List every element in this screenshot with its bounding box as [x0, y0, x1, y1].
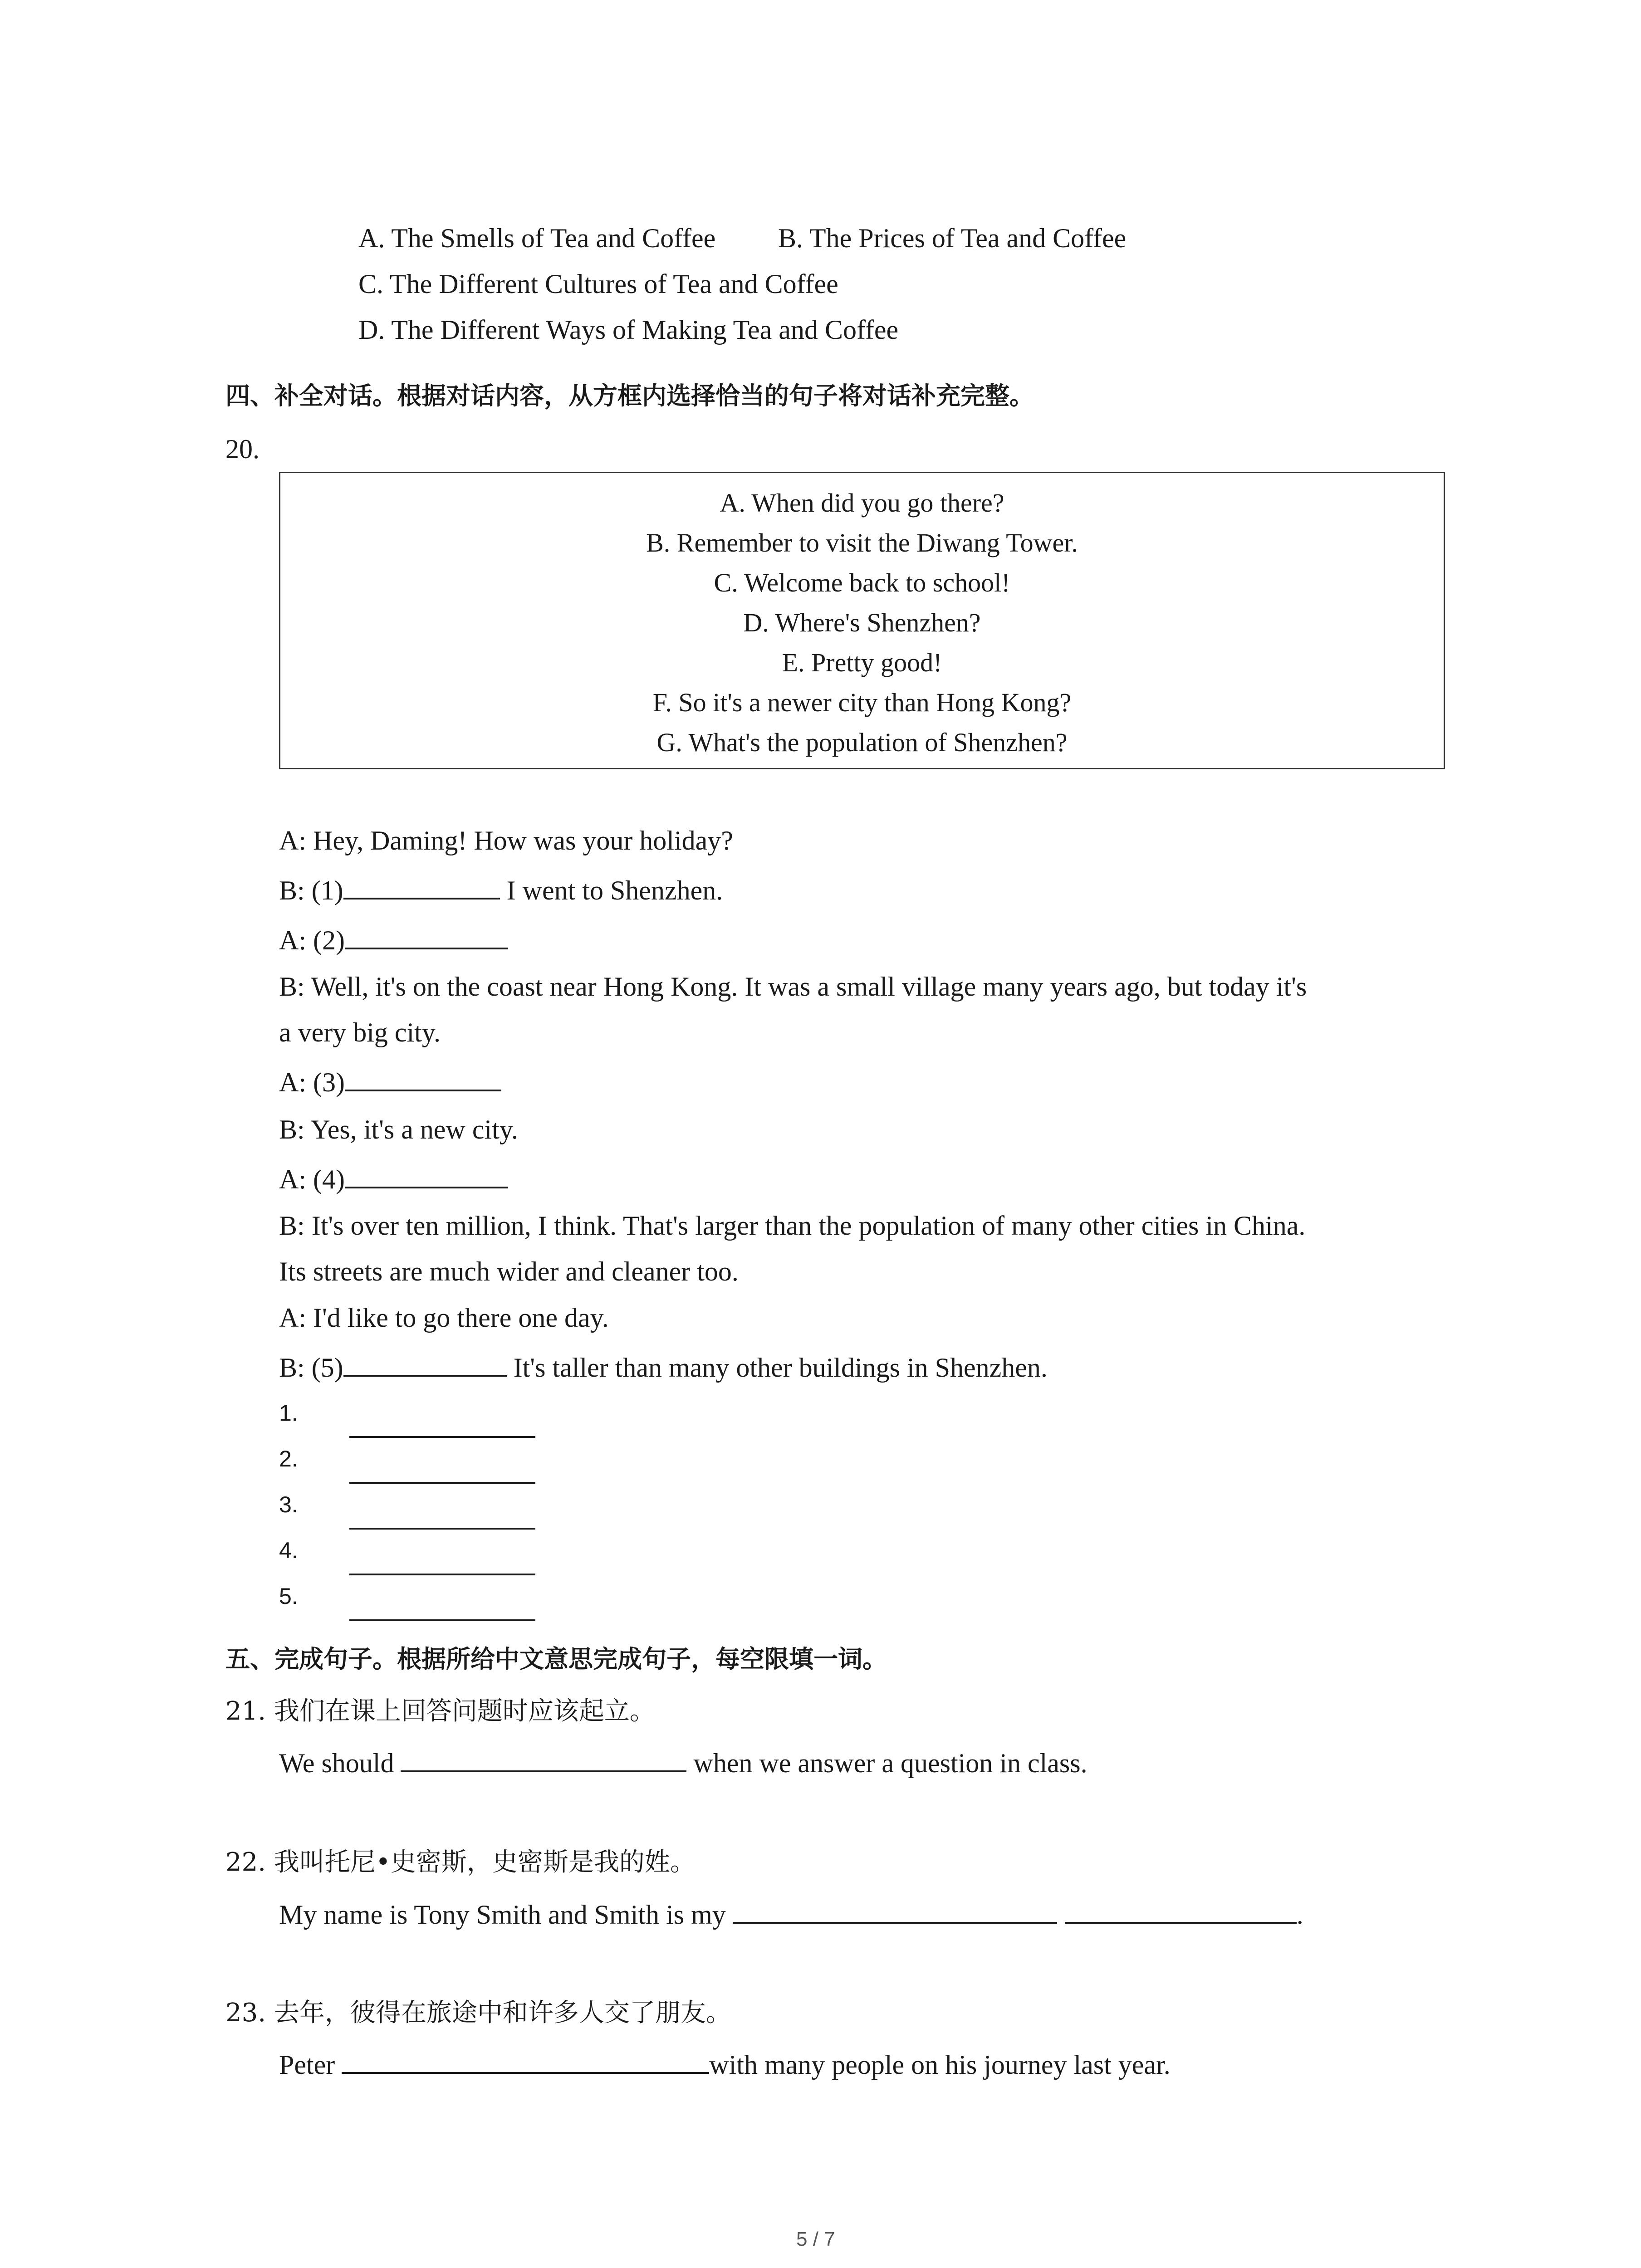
answer-line[interactable]: [349, 1619, 535, 1621]
page-number: 5 / 7: [796, 2228, 835, 2250]
option-b: B. The Prices of Tea and Coffee: [778, 223, 1127, 253]
dialogue-line: a very big city.: [279, 1017, 441, 1047]
box-option: F. So it's a newer city than Hong Kong?: [652, 688, 1072, 717]
dialogue-line: [279, 1069, 501, 1096]
dialogue-label: A: (2): [279, 925, 345, 955]
answer-blank[interactable]: [345, 1186, 508, 1188]
option-d: D. The Different Ways of Making Tea and Coffee: [358, 315, 899, 345]
sentence-text: We should: [279, 1748, 401, 1778]
option-a: A. The Smells of Tea and Coffee: [358, 223, 716, 253]
sentence-text: with many people on his journey last year.: [709, 2050, 1171, 2080]
box-option: C. Welcome back to school!: [714, 568, 1010, 597]
box-option: G. What's the population of Shenzhen?: [656, 728, 1068, 757]
q22-sentence: [279, 1901, 1303, 1928]
answer-number: 5.: [279, 1584, 298, 1609]
answer-blank[interactable]: [345, 1089, 501, 1091]
dialogue-line: B: Yes, it's a new city.: [279, 1114, 518, 1144]
box-option: E. Pretty good!: [782, 648, 942, 677]
dialogue-line: [279, 927, 508, 954]
answer-number: 4.: [279, 1538, 298, 1563]
answer-blank[interactable]: [1065, 1921, 1297, 1924]
answer-number: 1.: [279, 1400, 298, 1426]
answer-number: 2.: [279, 1446, 298, 1471]
dialogue-text: I went to Shenzhen.: [500, 875, 723, 905]
answer-line[interactable]: [349, 1528, 535, 1530]
dialogue-line: A: Hey, Daming! How was your holiday?: [279, 826, 733, 855]
dialogue-line: A: I'd like to go there one day.: [279, 1303, 609, 1333]
option-c: C. The Different Cultures of Tea and Coffee: [358, 269, 838, 299]
box-option: B. Remember to visit the Diwang Tower.: [646, 528, 1078, 557]
q23-prompt: 23. 去年，彼得在旅途中和许多人交了朋友。: [225, 1998, 731, 2028]
answer-blank[interactable]: [342, 2072, 709, 2074]
dialogue-label: A: (4): [279, 1164, 345, 1194]
section4-heading: 四、补全对话。根据对话内容，从方框内选择恰当的句子将对话补充完整。: [225, 381, 1034, 410]
answer-number: 3.: [279, 1492, 298, 1517]
dialogue-text: It's taller than many other buildings in Shenzhen.: [506, 1353, 1048, 1383]
answer-blank[interactable]: [733, 1921, 1057, 1924]
q20-number: 20.: [225, 434, 260, 464]
sentence-text: .: [1296, 1900, 1303, 1930]
section5-heading: 五、完成句子。根据所给中文意思完成句子，每空限填一词。: [225, 1645, 887, 1673]
answer-blank[interactable]: [401, 1770, 686, 1772]
dialogue-line: [279, 877, 723, 904]
dialogue-label: A: (3): [279, 1067, 345, 1097]
q21-prompt: 21. 我们在课上回答问题时应该起立。: [225, 1696, 655, 1726]
answer-line[interactable]: [349, 1482, 535, 1484]
dialogue-line: [279, 1166, 508, 1193]
dialogue-line: [279, 1354, 1048, 1381]
dialogue-label: B: (1): [279, 875, 343, 905]
sentence-text: Peter: [279, 2050, 342, 2080]
box-option: D. Where's Shenzhen?: [743, 608, 981, 637]
box-option: A. When did you go there?: [720, 488, 1004, 518]
q21-sentence: [279, 1750, 1087, 1777]
answer-blank[interactable]: [345, 947, 508, 949]
answer-blank[interactable]: [343, 1374, 507, 1377]
options-box: [279, 472, 1445, 769]
dialogue-line: Its streets are much wider and cleaner too.: [279, 1256, 739, 1286]
q22-prompt: 22. 我叫托尼•史密斯，史密斯是我的姓。: [225, 1848, 696, 1877]
dialogue-label: B: (5): [279, 1353, 343, 1383]
sentence-text: My name is Tony Smith and Smith is my: [279, 1900, 733, 1930]
sentence-text: when we answer a question in class.: [686, 1748, 1087, 1778]
answer-line[interactable]: [349, 1436, 535, 1438]
dialogue-line: B: It's over ten million, I think. That's larger than the population of many other cities in China.: [279, 1211, 1306, 1241]
answer-blank[interactable]: [343, 897, 500, 899]
answer-line[interactable]: [349, 1574, 535, 1575]
q23-sentence: [279, 2051, 1171, 2078]
dialogue-line: B: Well, it's on the coast near Hong Kong. It was a small village many years ago, but today it's: [279, 972, 1307, 1002]
